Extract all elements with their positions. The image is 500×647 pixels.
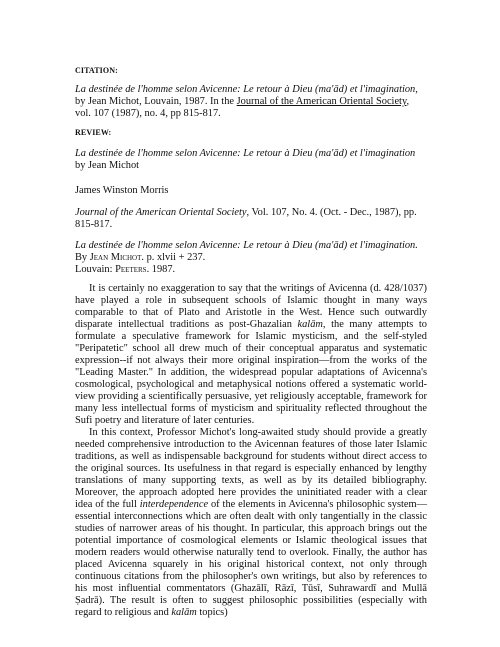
book-by: By (75, 252, 90, 263)
citation-after-title: , by Jean Michot, Louvain, 1987. In the (75, 84, 418, 107)
journal-name: Journal of the American Oriental Society (75, 207, 247, 218)
citation-title: La destinée de l'homme selon Avicenne: Le retour à Dieu (ma'ād) et l'imagination (75, 84, 416, 95)
review-body (75, 283, 427, 619)
kalam-term: kalām (297, 319, 323, 330)
review-heading: REVIEW: (75, 128, 112, 137)
reviewer-name: James Winston Morris (75, 185, 169, 196)
book-title: La destinée de l'homme selon Avicenne: Le retour à Dieu (ma'ād) et l'imagination. (75, 240, 418, 251)
journal-reference (75, 207, 427, 231)
book-author: Jean Michot (89, 252, 142, 263)
kalam-term-2: kalām (171, 607, 197, 618)
publisher-year: . 1987. (146, 264, 176, 275)
paragraph-2-text-a: In this context, Professor Michot's long-awaited study should provide a greatly needed comprehensive introduction to the Avicennan features of those later Islamic traditions, as well as indispensable background for students without direct access to the original sources. Its usefulness in that regard is especially enhanced by lengthy translations of many supporting texts, as well as by its detailed bibliography. Moreover, the approach adopted here provides the uninitiated reader with a clear idea of the full (75, 427, 427, 510)
paragraph-2 (75, 427, 427, 619)
citation-journal-link[interactable]: Journal of the American Oriental Society (236, 96, 407, 107)
citation-details: , vol. 107 (1987), no. 4, pp 815-817. (75, 96, 410, 119)
book-reference (75, 240, 427, 276)
citation-heading: CITATION: (75, 66, 118, 75)
paragraph-1 (75, 283, 427, 427)
review-title: La destinée de l'homme selon Avicenne: Le retour à Dieu (ma'ād) et l'imagination (75, 148, 416, 159)
paragraph-2-text-b: of the elements in Avicenna's philosophic system—essential interconnections which are often dealt with only tangentially in the classic studies of narrower areas of his thought. In particular, this approach brings out the potential importance of cosmological elements or Islamic theological issues that modern readers would otherwise naturally tend to overlook. Finally, the author has placed Avicenna squarely in his original historical context, not only through continuous citations from the philosopher's own writings, but also by references to his most influential commentators (Ghazālī, Rāzī, Tūsī, Suhrawardī and Mullā Ṣadrā). The result is often to suggest philosophic possibilities (especially with regard to religious and (75, 499, 427, 618)
publisher-prefix: Louvain: (75, 264, 116, 275)
review-by: by Jean Michot (75, 160, 140, 171)
review-title-block (75, 148, 427, 172)
book-pages: . p. xlvii + 237. (141, 252, 206, 263)
paragraph-2-text-c: topics) (196, 607, 228, 618)
publisher: Peeters (115, 264, 147, 275)
interdependence-term: interdependence (139, 499, 209, 510)
paragraph-1-text-a: It is certainly no exaggeration to say that the writings of Avicenna (d. 428/1037) have played a role in subsequent schools of Islamic thought in many ways comparable to that of Plato and Aristotle in the West. Hence such outwardly disparate intellectual traditions as post-Ghazalian (75, 283, 427, 330)
paragraph-1-text-b: , the many attempts to formulate a speculative framework for Islamic mysticism, and the self-styled "Peripatetic" school all drew much of their conceptual apparatus and systematic expression--if not always their more original inspiration—from the works of the "Leading Master." In addition, the widespread popular adaptations of Avicenna's cosmological, psychological and metaphysical notions offered a systematic world-view providing a scientifically persuasive, yet religiously acceptable, framework for many less intellectual forms of mysticism and spirituality reflected throughout the Sufi poetry and literature of later centuries. (75, 319, 427, 426)
citation-text (75, 84, 427, 120)
journal-details: , Vol. 107, No. 4. (Oct. - Dec., 1987), pp. 815-817. (75, 207, 417, 230)
